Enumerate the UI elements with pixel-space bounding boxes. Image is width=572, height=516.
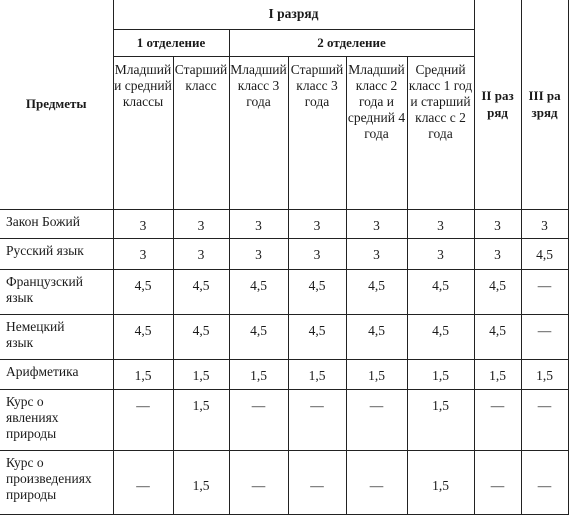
value-cell: 4,5 bbox=[521, 238, 568, 269]
value-cell: 1,5 bbox=[474, 359, 521, 389]
table-row bbox=[0, 450, 568, 514]
value-cell: 1,5 bbox=[173, 450, 229, 514]
value-cell: — bbox=[229, 389, 288, 450]
value-cell: 3 bbox=[229, 238, 288, 269]
otdelenie-1-header: 1 отделение bbox=[113, 29, 229, 56]
table-row bbox=[0, 269, 568, 314]
table-row bbox=[0, 389, 568, 450]
table-row bbox=[0, 209, 568, 238]
value-cell: 3 bbox=[407, 238, 474, 269]
value-cell: — bbox=[521, 450, 568, 514]
value-cell: 4,5 bbox=[229, 269, 288, 314]
subcol-label: Старший класс bbox=[174, 61, 228, 93]
subcol-header bbox=[288, 56, 346, 209]
value-cell: 1,5 bbox=[288, 359, 346, 389]
subcol-header bbox=[229, 56, 288, 209]
value-cell: 3 bbox=[288, 209, 346, 238]
value-cell: 3 bbox=[113, 209, 173, 238]
value-cell: 4,5 bbox=[173, 314, 229, 359]
subcol-header bbox=[173, 56, 229, 209]
value-cell: — bbox=[474, 389, 521, 450]
value-cell: 3 bbox=[288, 238, 346, 269]
value-cell: 1,5 bbox=[113, 359, 173, 389]
value-cell: 4,5 bbox=[407, 314, 474, 359]
table-row bbox=[0, 359, 568, 389]
razryad-2-label: II разряд bbox=[481, 88, 514, 121]
razryad-3-header bbox=[521, 0, 568, 209]
value-cell: 3 bbox=[229, 209, 288, 238]
header-row-1 bbox=[0, 0, 568, 29]
value-cell: — bbox=[113, 389, 173, 450]
value-cell: 4,5 bbox=[474, 269, 521, 314]
value-cell: — bbox=[521, 314, 568, 359]
value-cell: 3 bbox=[474, 238, 521, 269]
subject-cell: Арифметика bbox=[0, 359, 113, 389]
value-cell: — bbox=[288, 450, 346, 514]
value-cell: 4,5 bbox=[113, 269, 173, 314]
razryad-3-label: III разряд bbox=[528, 88, 561, 121]
value-cell: 4,5 bbox=[113, 314, 173, 359]
subcol-label: Средний класс 1 год и старший класс с 2 года bbox=[408, 61, 473, 141]
value-cell: 3 bbox=[173, 238, 229, 269]
table-row bbox=[0, 314, 568, 359]
value-cell: — bbox=[288, 389, 346, 450]
subject-cell: Французский язык bbox=[0, 269, 113, 314]
table-row bbox=[0, 238, 568, 269]
subcol-label: Старший класс 3 года bbox=[290, 61, 344, 109]
value-cell: 3 bbox=[346, 238, 407, 269]
value-cell: 4,5 bbox=[173, 269, 229, 314]
subject-cell: Курс о явлениях природы bbox=[0, 389, 113, 450]
subcol-label: Младший класс 2 года и средний 4 года bbox=[347, 61, 406, 141]
subject-cell: Немецкий язык bbox=[0, 314, 113, 359]
subject-cell: Русский язык bbox=[0, 238, 113, 269]
otdelenie-2-header: 2 отделение bbox=[229, 29, 474, 56]
value-cell: 1,5 bbox=[173, 359, 229, 389]
value-cell: — bbox=[229, 450, 288, 514]
value-cell: 1,5 bbox=[407, 389, 474, 450]
subcol-header bbox=[407, 56, 474, 209]
value-cell: 1,5 bbox=[407, 450, 474, 514]
subcol-header bbox=[346, 56, 407, 209]
value-cell: 1,5 bbox=[521, 359, 568, 389]
value-cell: 3 bbox=[407, 209, 474, 238]
value-cell: — bbox=[474, 450, 521, 514]
value-cell: 4,5 bbox=[229, 314, 288, 359]
subjects-header: Предметы bbox=[0, 0, 113, 209]
value-cell: 4,5 bbox=[407, 269, 474, 314]
razryad-2-header bbox=[474, 0, 521, 209]
value-cell: 3 bbox=[521, 209, 568, 238]
value-cell: 4,5 bbox=[474, 314, 521, 359]
value-cell: — bbox=[521, 389, 568, 450]
subcol-label: Младший и средний классы bbox=[114, 61, 172, 109]
value-cell: — bbox=[346, 450, 407, 514]
value-cell: 3 bbox=[474, 209, 521, 238]
value-cell: 4,5 bbox=[346, 314, 407, 359]
value-cell: 4,5 bbox=[288, 269, 346, 314]
value-cell: 3 bbox=[113, 238, 173, 269]
value-cell: — bbox=[521, 269, 568, 314]
value-cell: 3 bbox=[173, 209, 229, 238]
subcol-header bbox=[113, 56, 173, 209]
value-cell: 3 bbox=[346, 209, 407, 238]
value-cell: 4,5 bbox=[288, 314, 346, 359]
value-cell: 1,5 bbox=[173, 389, 229, 450]
subject-cell: Закон Божий bbox=[0, 209, 113, 238]
value-cell: 1,5 bbox=[407, 359, 474, 389]
value-cell: — bbox=[346, 389, 407, 450]
subcol-label: Младший класс 3 года bbox=[230, 61, 287, 109]
razryad-1-header: I разряд bbox=[113, 0, 474, 29]
subject-cell: Курс о произведениях природы bbox=[0, 450, 113, 514]
value-cell: 4,5 bbox=[346, 269, 407, 314]
value-cell: — bbox=[113, 450, 173, 514]
value-cell: 1,5 bbox=[346, 359, 407, 389]
value-cell: 1,5 bbox=[229, 359, 288, 389]
